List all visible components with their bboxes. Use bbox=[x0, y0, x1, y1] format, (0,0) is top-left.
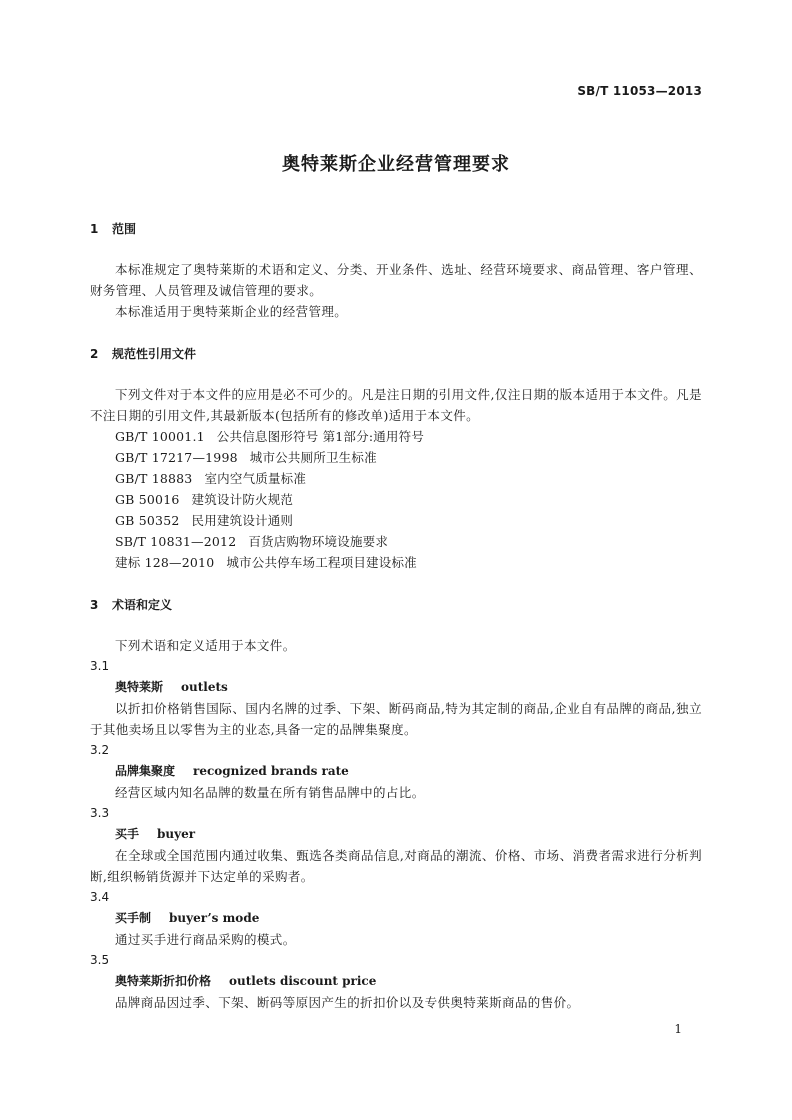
paragraph: 本标准规定了奥特莱斯的术语和定义、分类、开业条件、选址、经营环境要求、商品管理、客户管理、财务管理、人员管理及诚信管理的要求。 bbox=[90, 262, 702, 298]
reference-title: 建筑设计防火规范 bbox=[191, 492, 294, 507]
reference-title: 室内空气质量标准 bbox=[204, 471, 307, 486]
reference-item bbox=[115, 447, 702, 468]
term-number: 3.2 bbox=[90, 743, 110, 757]
reference-code: 建标 128—2010 bbox=[115, 555, 215, 570]
term-zh: 买手 bbox=[115, 827, 140, 841]
paragraph: 下列文件对于本文件的应用是必不可少的。凡是注日期的引用文件,仅注日期的版本适用于本文件。凡是不注日期的引用文件,其最新版本(包括所有的修改单)适用于本文件。 bbox=[90, 387, 702, 423]
term-number: 3.3 bbox=[90, 806, 110, 820]
term-zh: 奥特莱斯折扣价格 bbox=[115, 974, 212, 988]
term-number: 3.1 bbox=[90, 659, 110, 673]
document-body bbox=[90, 219, 702, 1013]
reference-item bbox=[115, 552, 702, 573]
reference-code: GB 50352 bbox=[115, 513, 180, 528]
term-en: outlets discount price bbox=[229, 974, 377, 988]
term-heading bbox=[115, 761, 702, 782]
reference-title: 城市公共厕所卫生标准 bbox=[249, 450, 377, 465]
term-zh: 买手制 bbox=[115, 911, 152, 925]
document-title: 奥特莱斯企业经营管理要求 bbox=[282, 154, 510, 175]
term-definition: 通过买手进行商品采购的模式。 bbox=[115, 932, 296, 947]
term-en: recognized brands rate bbox=[193, 764, 349, 778]
reference-title: 公共信息图形符号 第1部分:通用符号 bbox=[216, 429, 425, 444]
section-heading-terms-definitions bbox=[90, 595, 702, 615]
page-number: 1 bbox=[674, 1022, 682, 1036]
reference-title: 民用建筑设计通则 bbox=[191, 513, 294, 528]
reference-item bbox=[115, 489, 702, 510]
section-title: 术语和定义 bbox=[112, 598, 173, 612]
reference-code: GB 50016 bbox=[115, 492, 180, 507]
reference-item bbox=[115, 426, 702, 447]
reference-item bbox=[115, 468, 702, 489]
paragraph: 下列术语和定义适用于本文件。 bbox=[115, 638, 296, 653]
reference-title: 百货店购物环境设施要求 bbox=[248, 534, 389, 549]
term-definition: 品牌商品因过季、下架、断码等原因产生的折扣价以及专供奥特莱斯商品的售价。 bbox=[115, 995, 580, 1010]
term-en: outlets bbox=[181, 680, 228, 694]
term-heading bbox=[115, 677, 702, 698]
reference-code: GB/T 17217—1998 bbox=[115, 450, 238, 465]
section-heading-normative-references bbox=[90, 344, 702, 364]
term-heading bbox=[115, 908, 702, 929]
term-number: 3.4 bbox=[90, 890, 110, 904]
reference-code: SB/T 10831—2012 bbox=[115, 534, 237, 549]
standard-code-header: SB/T 11053—2013 bbox=[577, 84, 702, 98]
term-heading bbox=[115, 971, 702, 992]
term-number: 3.5 bbox=[90, 953, 110, 967]
term-definition: 经营区域内知名品牌的数量在所有销售品牌中的占比。 bbox=[115, 785, 425, 800]
reference-code: GB/T 10001.1 bbox=[115, 429, 205, 444]
section-title: 规范性引用文件 bbox=[112, 347, 197, 361]
term-definition: 以折扣价格销售国际、国内名牌的过季、下架、断码商品,特为其定制的商品,企业自有品牌的商品,独立于其他卖场且以零售为主的业态,具备一定的品牌集聚度。 bbox=[90, 701, 702, 737]
section-number: 1 bbox=[90, 222, 99, 236]
section-number: 3 bbox=[90, 598, 99, 612]
term-zh: 品牌集聚度 bbox=[115, 764, 176, 778]
section-number: 2 bbox=[90, 347, 99, 361]
term-definition: 在全球或全国范围内通过收集、甄选各类商品信息,对商品的潮流、价格、市场、消费者需求进行分析判断,组织畅销货源并下达定单的采购者。 bbox=[90, 848, 702, 884]
term-en: buyer’s mode bbox=[169, 911, 260, 925]
reference-title: 城市公共停车场工程项目建设标准 bbox=[226, 555, 417, 570]
reference-item bbox=[115, 510, 702, 531]
section-heading-scope bbox=[90, 219, 702, 239]
term-en: buyer bbox=[157, 827, 196, 841]
reference-code: GB/T 18883 bbox=[115, 471, 193, 486]
paragraph: 本标准适用于奥特莱斯企业的经营管理。 bbox=[115, 304, 348, 319]
section-title: 范围 bbox=[112, 222, 137, 236]
reference-item bbox=[115, 531, 702, 552]
term-zh: 奥特莱斯 bbox=[115, 680, 164, 694]
term-heading bbox=[115, 824, 702, 845]
